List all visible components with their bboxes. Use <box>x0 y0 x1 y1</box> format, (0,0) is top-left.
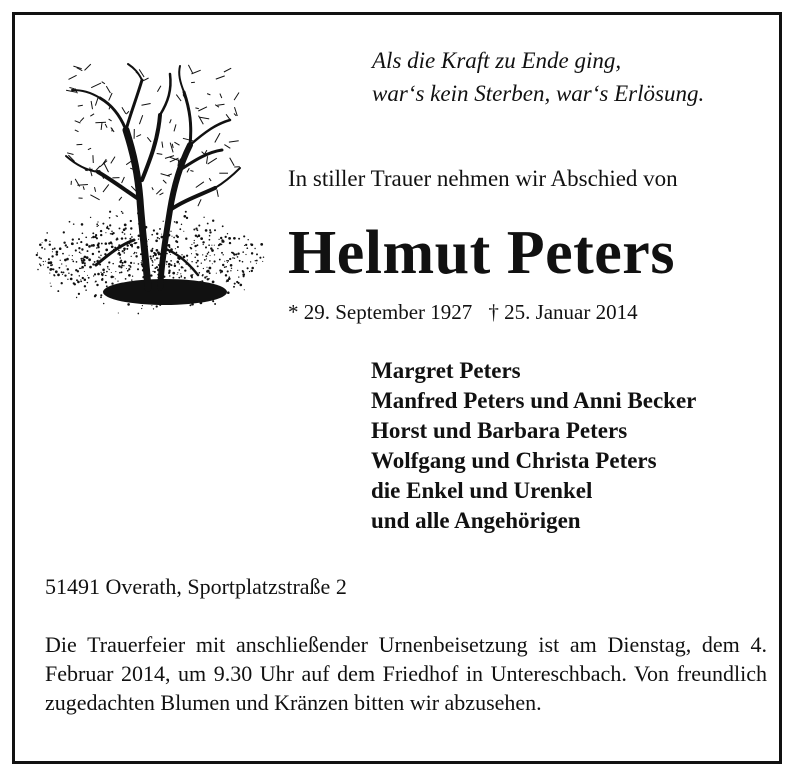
tree-illustration-icon <box>30 60 270 320</box>
intro-text: In stiller Trauer nehmen wir Abschied von <box>288 166 678 191</box>
address: 51491 Overath, Sportplatzstraße 2 <box>45 574 347 599</box>
birth-date: * 29. September 1927 <box>288 300 473 324</box>
deceased-name: Helmut Peters <box>288 219 675 287</box>
mourner-line: und alle Angehörigen <box>371 508 581 533</box>
life-dates <box>288 300 638 325</box>
poem-line: Als die Kraft zu Ende ging, <box>372 48 622 73</box>
mourner-line: Horst und Barbara Peters <box>371 418 628 443</box>
poem <box>372 44 704 110</box>
mourner-line: Manfred Peters und Anni Becker <box>371 388 697 413</box>
poem-line: war‘s kein Sterben, war‘s Erlösung. <box>372 81 705 106</box>
funeral-notice: Die Trauerfeier mit anschließender Urnenbeisetzung ist am Dienstag, dem 4. Februar 2014, um 9.30 Uhr auf dem Friedhof in Untereschbach. Von freundlich zugedachten Blumen und Kränzen bitten wir abzusehen. <box>45 632 767 715</box>
death-date: † 25. Januar 2014 <box>488 300 638 324</box>
mourner-line: die Enkel und Urenkel <box>371 478 593 503</box>
mourners-list <box>371 356 696 536</box>
mourner-line: Wolfgang und Christa Peters <box>371 448 657 473</box>
mourner-line: Margret Peters <box>371 358 521 383</box>
